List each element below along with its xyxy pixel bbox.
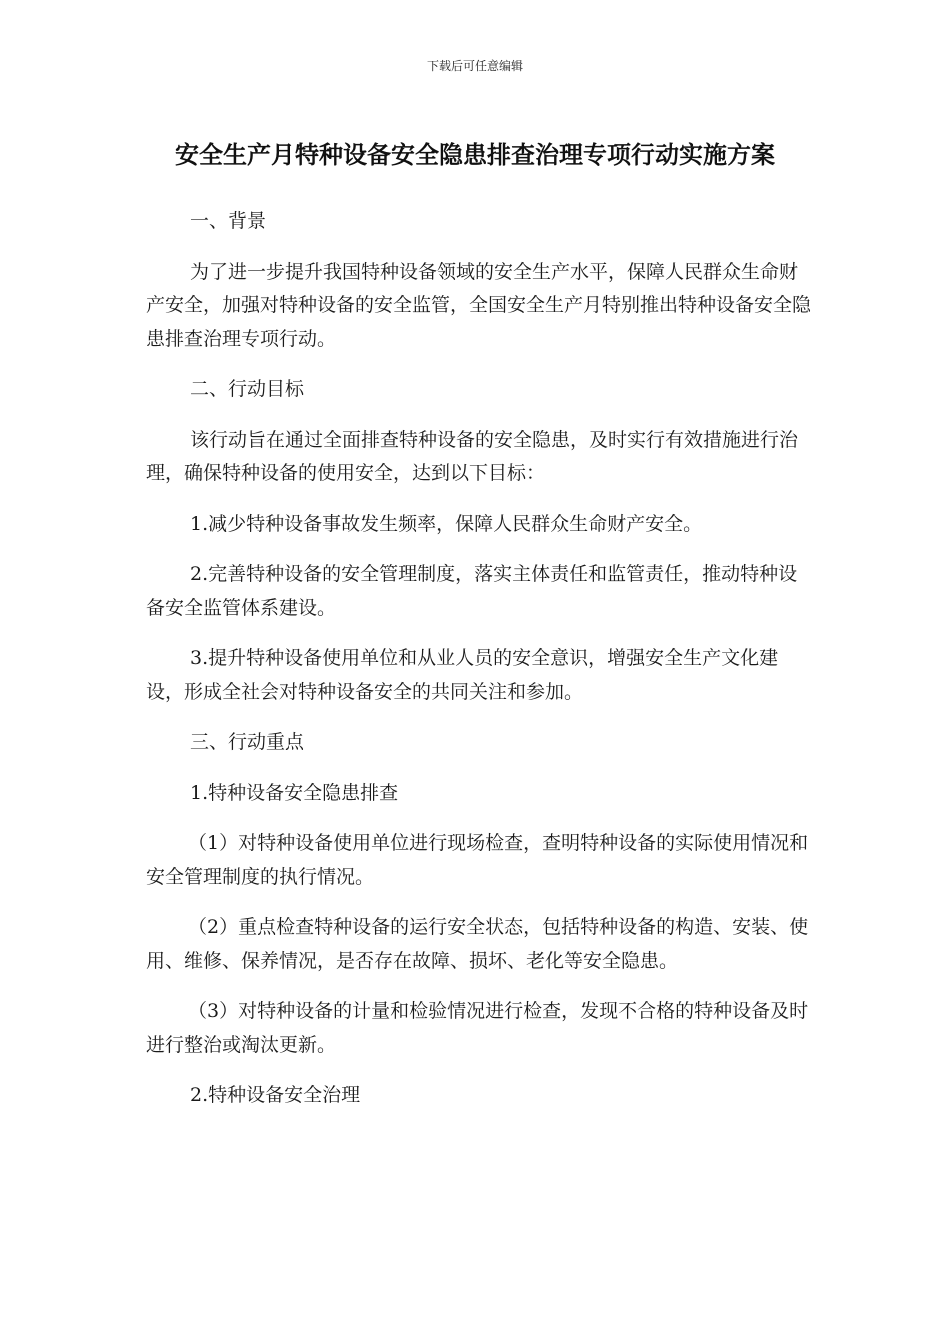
section-heading-background: 一、背景 [190,210,267,232]
section-heading-goals: 二、行动目标 [190,378,305,400]
inspection-item-3: （3）对特种设备的计量和检验情况进行检查，发现不合格的特种设备及时进行整治或淘汰更新。 [146,1000,809,1056]
paragraph-goals-intro: 该行动旨在通过全面排查特种设备的安全隐患，及时实行有效措施进行治理，确保特种设备的使用安全，达到以下目标： [146,428,799,484]
subsection-heading-inspection: 1.特种设备安全隐患排查 [190,781,399,804]
header-note: 下载后可任意编辑 [426,59,523,73]
paragraph-background: 为了进一步提升我国特种设备领域的安全生产水平，保障人民群众生命财产安全，加强对特种设备的安全监管，全国安全生产月特别推出特种设备安全隐患排查治理专项行动。 [146,260,812,350]
document-body [146,205,811,1130]
document-title: 安全生产月特种设备安全隐患排查治理专项行动实施方案 [175,141,775,169]
goal-item-3: 3.提升特种设备使用单位和从业人员的安全意识，增强安全生产文化建设，形成全社会对特种设备安全的共同关注和参加。 [146,647,779,703]
subsection-heading-governance: 2.特种设备安全治理 [190,1084,361,1106]
goal-item-1: 1.减少特种设备事故发生频率，保障人民群众生命财产安全。 [190,512,703,535]
section-heading-focus: 三、行动重点 [190,731,305,753]
inspection-item-2: （2）重点检查特种设备的运行安全状态，包括特种设备的构造、安装、使用、维修、保养情况，是否存在故障、损坏、老化等安全隐患。 [146,916,809,972]
inspection-item-1: （1）对特种设备使用单位进行现场检查，查明特种设备的实际使用情况和安全管理制度的执行情况。 [146,832,809,888]
goal-item-2: 2.完善特种设备的安全管理制度，落实主体责任和监管责任，推动特种设备安全监管体系建设。 [146,563,798,619]
